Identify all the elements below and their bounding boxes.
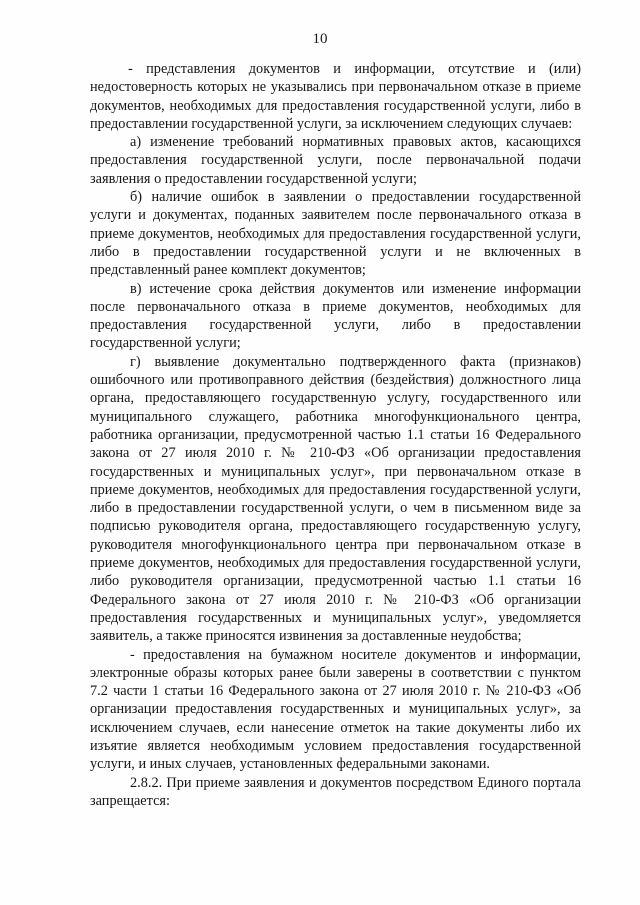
paragraph-item-v: в) истечение срока действия документов или изменение информации после первоначального отказа в приеме документов, необходимых для предоставления государственной услуги, либо в предоставлении государственной услуги; (90, 280, 581, 352)
page-number: 10 (312, 31, 328, 47)
document-body (90, 60, 581, 810)
paragraph-paper-documents: - предоставления на бумажном носителе документов и информации, электронные образы которых ранее были заверены в соответствии с пунктом 7.2 части 1 статьи 16 Федерального закона от 27 июля 2010 г. № 210-ФЗ «Об организации предоставления государственных и муниципальных услуг», за исключением случаев, если нанесение отметок на такие документы либо их изъятие является необходимым условием предоставления государственной услуги, и иных случаев, установленных федеральными законами. (90, 646, 581, 773)
paragraph-item-b: б) наличие ошибок в заявлении о предоставлении государственной услуги и документах, поданных заявителем после первоначального отказа в приеме документов, необходимых для предоставления государственной услуги, либо в предоставлении государственной услуги и не включенных в представленный ранее комплект документов; (90, 189, 581, 279)
paragraph-item-a: а) изменение требований нормативных правовых актов, касающихся предоставления государственной услуги, после первоначальной подачи заявления о предоставлении государственной услуги; (90, 134, 581, 187)
paragraph-paper-submission-exceptions: - представления документов и информации, отсутствие и (или) недостоверность которых не указывались при первоначальном отказе в приеме документов, необходимых для предоставления государственной услуги, либо в предоставлении государственной услуги, за исключением следующих случаев: (90, 61, 581, 132)
paragraph-item-g: г) выявление документально подтвержденного факта (признаков) ошибочного или противоправного действия (бездействия) должностного лица органа, предоставляющего государственную услугу, государственного или муниципального служащего, работника многофункционального центра, работника организации, предусмотренной частью 1.1 статьи 16 Федерального закона от 27 июля 2010 г. № 210-ФЗ «Об организации предоставления государственных и муниципальных услуг», при первоначальном отказе в приеме документов, необходимых для предоставления государственной услуги, либо в предоставлении государственной услуги, о чем в письменном виде за подписью руководителя органа, предоставляющего государственную услугу, руководителя многофункционального центра при первоначальном отказе в приеме документов, необходимых для предоставления государственной услуги, либо руководителя организации, предусмотренной частью 1.1 статьи 16 Федерального закона от 27 июля 2010 г. № 210-ФЗ «Об организации предоставления государственных и муниципальных услуг», уведомляется заявитель, а также приносятся извинения за доставленные неудобства; (90, 353, 581, 645)
paragraph-section-2-8-2: 2.8.2. При приеме заявления и документов посредством Единого портала запрещается: (90, 774, 581, 809)
